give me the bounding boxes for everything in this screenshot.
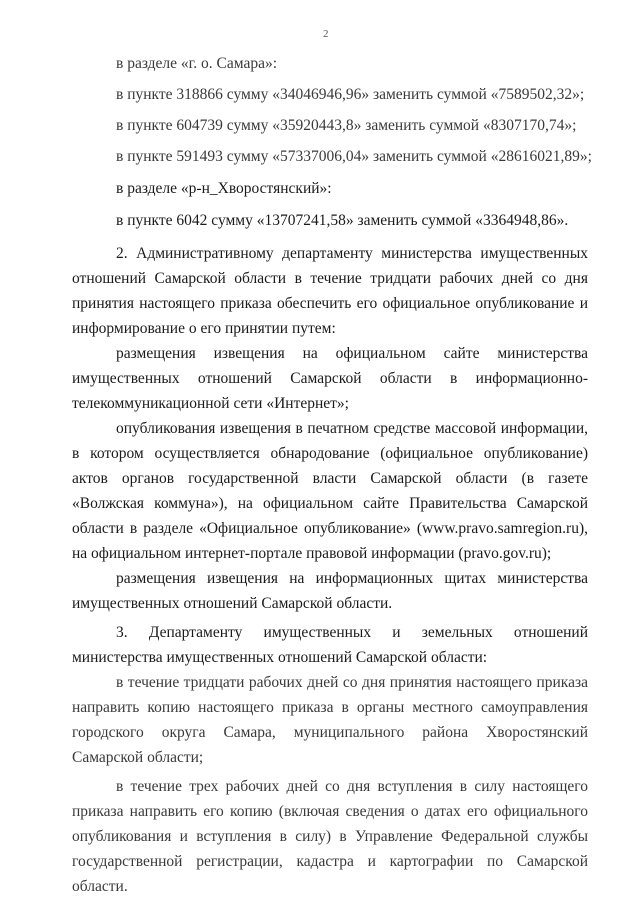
section-heading-khvorostyansky: в разделе «р-н_Хворостянский»: [116,180,332,197]
paragraph-line: отношений Самарской области в течение тридцати рабочих дней со дня [72,270,588,287]
paragraph-line: в котором осуществляется обнародование (официальное опубликование) [72,445,588,462]
paragraph-line: министерства имущественных отношений Самарской области: [72,649,488,666]
paragraph-line: «Волжская коммуна»), на официальном сайте Правительства Самарской [72,495,588,512]
paragraph-line: телекоммуникационной сети «Интернет»; [72,395,349,412]
paragraph-line: приказа направить его копию (включая сведения о датах его официального [72,803,588,820]
paragraph-line: на официальном интернет-портале правовой информации (pravo.gov.ru); [72,545,552,562]
paragraph-line: 3. Департаменту имущественных и земельных отношений [116,624,588,641]
paragraph-line: имущественных отношений Самарской области в информационно- [72,370,588,387]
paragraph-line: опубликования извещения в печатном средстве массовой информации, [116,420,588,437]
paragraph-line: государственной регистрации, кадастра и картографии по Самарской [72,853,588,870]
paragraph-line: опубликования и вступления в силу) в Управление Федеральной службы [72,828,588,845]
amendment-line: в пункте 318866 сумму «34046946,96» заменить суммой «7589502,32»; [116,86,585,103]
paragraph-line: имущественных отношений Самарской области. [72,595,393,612]
paragraph-line: направить копию настоящего приказа в органы местного самоуправления [72,699,588,716]
paragraph-line: размещения извещения на информационных щитах министерства [116,570,588,587]
paragraph-line: области. [72,878,128,895]
paragraph-line: городского округа Самара, муниципального района Хворостянский [72,724,588,741]
paragraph-line: информирование о его принятии путем: [72,320,336,337]
amendment-line: в пункте 604739 сумму «35920443,8» заменить суммой «8307170,74»; [116,117,577,134]
amendment-line: в пункте 591493 сумму «57337006,04» заменить суммой «28616021,89»; [116,148,592,165]
amendment-line: в пункте 6042 сумму «13707241,58» заменить суммой «3364948,86». [116,212,569,229]
section-heading-samara: в разделе «г. о. Самара»: [116,55,278,72]
paragraph-line: Самарской области; [72,749,204,766]
paragraph-line: размещения извещения на официальном сайте министерства [116,345,588,362]
paragraph-line: принятия настоящего приказа обеспечить его официальное опубликование и [72,295,588,312]
paragraph-line: в течение тридцати рабочих дней со дня принятия настоящего приказа [116,674,588,691]
paragraph-line: области в разделе «Официальное опубликование» (www.pravo.samregion.ru), [72,520,588,537]
page-number: 2 [323,28,329,40]
paragraph-line: 2. Административному департаменту министерства имущественных [116,245,588,262]
paragraph-line: актов органов государственной власти Самарской области (в газете [72,470,588,487]
paragraph-line: в течение трех рабочих дней со дня вступления в силу настоящего [116,778,588,795]
